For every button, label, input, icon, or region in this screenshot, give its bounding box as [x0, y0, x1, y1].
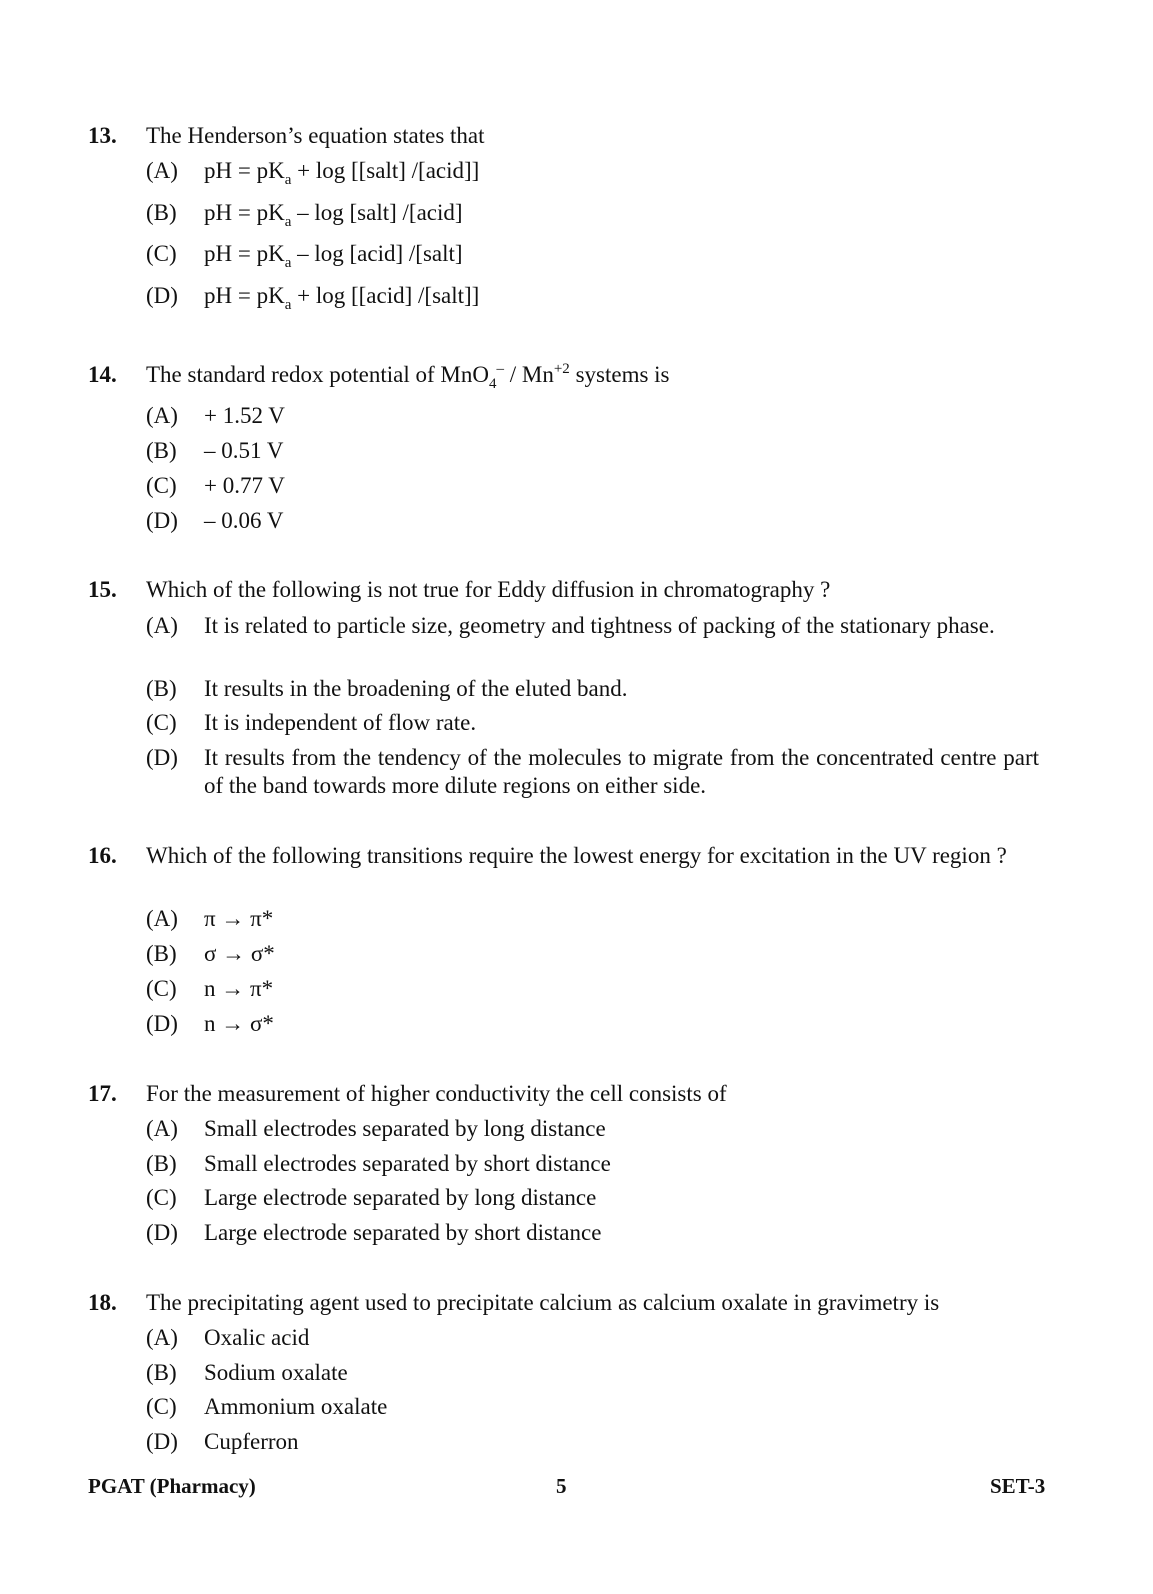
option-label: (A) — [146, 613, 178, 638]
footer-page-number: 5 — [556, 1474, 567, 1498]
option-text: pH = $pK_a$ – log [acid] /[salt] — [204, 241, 463, 271]
option-text: + 0.77 V — [204, 473, 285, 498]
option-text: It results from the tendency of the molecules to migrate from the concentrated centre part of the band towards more dilute regions on either side. — [204, 745, 1039, 798]
question-number: 14. — [88, 362, 117, 387]
option-text: Sodium oxalate — [204, 1360, 348, 1385]
option-text: It is independent of flow rate. — [204, 710, 477, 735]
option-label: (A) — [146, 403, 178, 428]
option-label: (B) — [146, 1360, 177, 1385]
option-label: (B) — [146, 941, 177, 966]
option-text: Large electrode separated by short distance — [204, 1220, 602, 1245]
question-stem: The standard redox potential of $MnO_4^- / Mn^{+2}$ systems is — [146, 361, 670, 392]
question-stem: Which of the following is not true for Eddy diffusion in chromatography ? — [146, 577, 831, 602]
option-text: pH = $pK_a$ – log [salt] /[acid] — [204, 200, 463, 230]
question-number: 13. — [88, 123, 117, 148]
question-number: 15. — [88, 577, 117, 602]
option-label: (A) — [146, 1116, 178, 1141]
option-label: (C) — [146, 1394, 177, 1419]
option-text: – 0.06 V — [204, 508, 284, 533]
option-label: (D) — [146, 283, 178, 308]
option-text: n → σ* — [204, 1011, 274, 1036]
option-label: (B) — [146, 200, 177, 225]
option-label: (C) — [146, 710, 177, 735]
option-text: Cupferron — [204, 1429, 299, 1454]
option-text: pH = $pK_a + \log$ [[salt] /[acid]] — [204, 158, 480, 188]
question-number: 16. — [88, 843, 117, 868]
option-text: Ammonium oxalate — [204, 1394, 388, 1419]
question-number: 18. — [88, 1290, 117, 1315]
question-stem: The Henderson’s equation states that — [146, 123, 485, 148]
question-stem: For the measurement of higher conductivity the cell consists of — [146, 1081, 727, 1106]
option-label: (C) — [146, 241, 177, 266]
option-label: (A) — [146, 1325, 178, 1350]
option-label: (D) — [146, 508, 178, 533]
option-text: It is related to particle size, geometry and tightness of packing of the stationary phase. — [204, 613, 995, 638]
option-text: – 0.51 V — [204, 438, 284, 463]
option-text: σ → σ* — [204, 941, 275, 966]
option-text: n → π* — [204, 976, 274, 1001]
footer-set-code: SET-3 — [990, 1474, 1046, 1498]
option-text: pH = $pK_a + \log$ [[acid] /[salt]] — [204, 283, 480, 313]
option-label: (D) — [146, 1429, 178, 1454]
option-text: It results in the broadening of the eluted band. — [204, 676, 628, 701]
option-label: (C) — [146, 473, 177, 498]
option-label: (C) — [146, 1185, 177, 1210]
option-text: Large electrode separated by long distance — [204, 1185, 597, 1210]
footer-exam-title: PGAT (Pharmacy) — [88, 1474, 256, 1498]
question-stem: Which of the following transitions require the lowest energy for excitation in the UV region ? — [146, 843, 1007, 868]
option-text: π → π* — [204, 906, 274, 931]
option-label: (B) — [146, 438, 177, 463]
option-text: Small electrodes separated by long distance — [204, 1116, 606, 1141]
option-label: (D) — [146, 745, 178, 770]
option-label: (A) — [146, 158, 178, 183]
option-label: (D) — [146, 1011, 178, 1036]
option-text: Oxalic acid — [204, 1325, 310, 1350]
option-label: (B) — [146, 1151, 177, 1176]
option-text: + 1.52 V — [204, 403, 285, 428]
question-stem: The precipitating agent used to precipitate calcium as calcium oxalate in gravimetry is — [146, 1290, 940, 1315]
question-number: 17. — [88, 1081, 117, 1106]
option-label: (C) — [146, 976, 177, 1001]
option-label: (A) — [146, 906, 178, 931]
option-text: Small electrodes separated by short distance — [204, 1151, 611, 1176]
option-label: (D) — [146, 1220, 178, 1245]
option-label: (B) — [146, 676, 177, 701]
